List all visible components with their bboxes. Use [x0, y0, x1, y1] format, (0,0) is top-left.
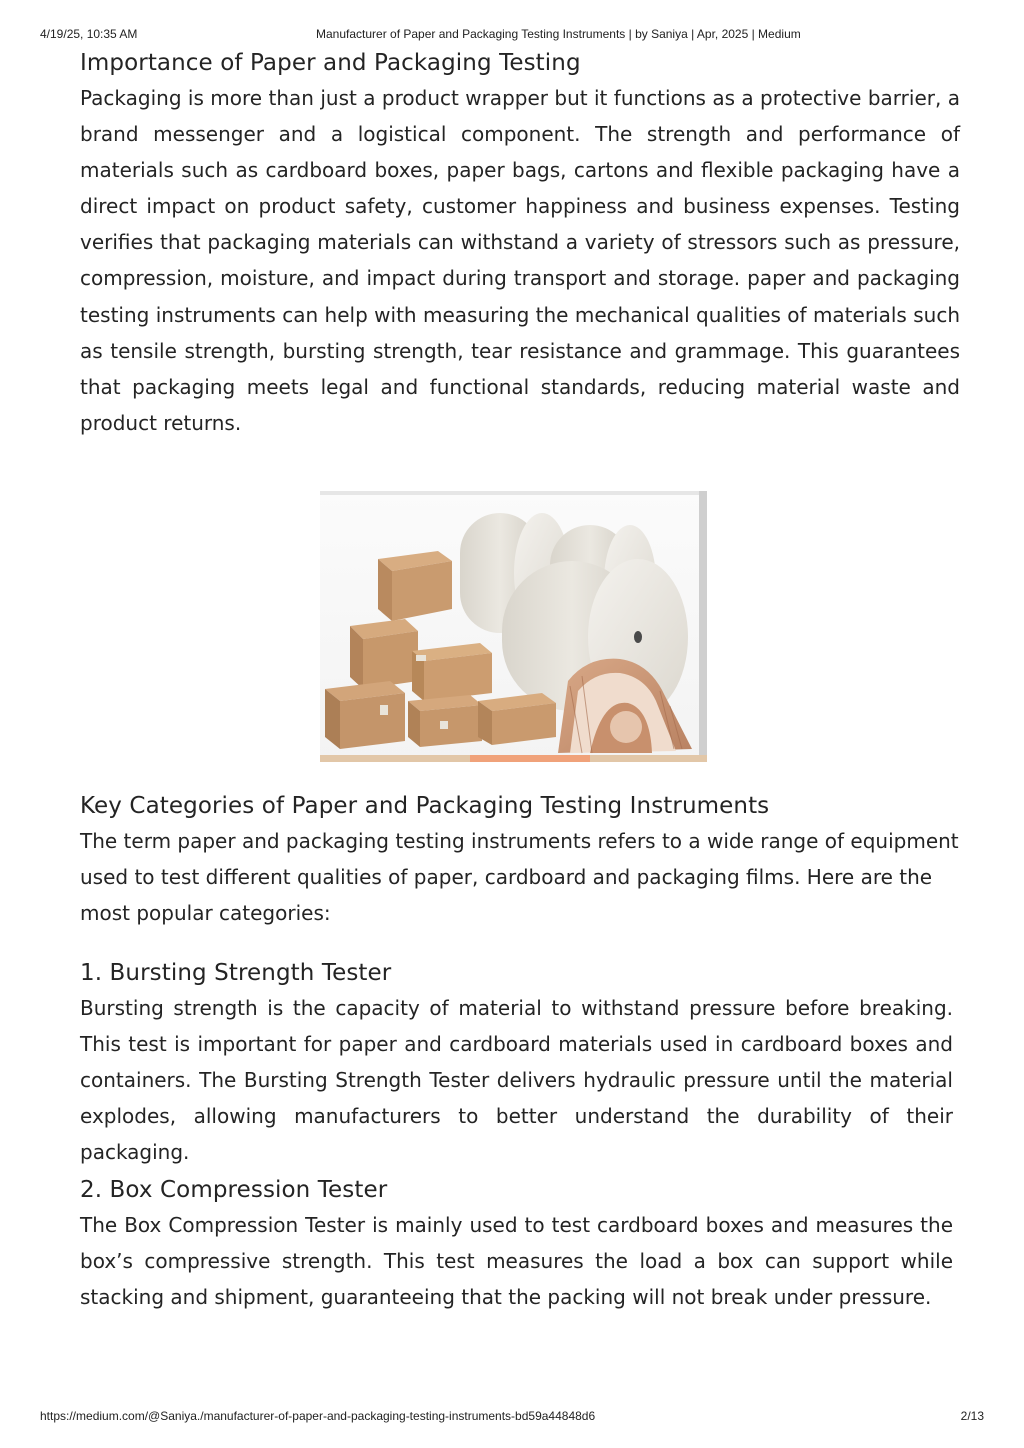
section-body: The Box Compression Tester is mainly used to test cardboard boxes and measures the box’s compressive strength. This test measures the load a box can support while stacking and shipment, guaranteeing that the packing will not break under pressure. [80, 1213, 953, 1310]
section-heading: 1. Bursting Strength Tester [80, 960, 392, 986]
page-url: https://medium.com/@Saniya./manufacturer-of-paper-and-packaging-testing-instruments-bd59a44848d6 [40, 1409, 596, 1423]
section-bursting-strength-tester [80, 956, 953, 1170]
section-heading: 2. Box Compression Tester [80, 1177, 388, 1203]
section-box-compression-tester [80, 1173, 953, 1315]
print-footer [40, 1409, 984, 1425]
section-heading: Key Categories of Paper and Packaging Testing Instruments [80, 793, 770, 819]
section-body: The term paper and packaging testing instruments refers to a wide range of equipment used to test different qualities of paper, cardboard and packaging films. Here are the most popular categories: [80, 829, 959, 926]
page-number: 2/13 [960, 1409, 984, 1423]
print-datetime: 4/19/25, 10:35 AM [40, 27, 138, 41]
section-body: Bursting strength is the capacity of material to withstand pressure before breaking. This test is important for paper and cardboard materials used in cardboard boxes and containers. The Bursting Strength Tester delivers hydraulic pressure until the material explodes, allowing manufacturers to better understand the durability of their packaging. [80, 996, 953, 1165]
section-key-categories [80, 789, 960, 931]
section-importance [80, 46, 960, 441]
print-header [40, 27, 984, 43]
section-body: Packaging is more than just a product wrapper but it functions as a protective barrier, a brand messenger and a logistical component. The strength and performance of materials such as cardboard boxes, paper bags, cartons and flexible packaging have a direct impact on product safety, customer happiness and business expenses. Testing verifies that packaging materials can withstand a variety of stressors such as pressure, compression, moisture, and impact during transport and storage. paper and packaging testing instruments can help with measuring the mechanical qualities of materials such as tensile strength, bursting strength, tear resistance and grammage. This guarantees that packaging meets legal and functional standards, reducing material waste and product returns. [80, 86, 960, 435]
cardboard-boxes-and-paper-rolls-icon [320, 491, 707, 762]
print-document-title: Manufacturer of Paper and Packaging Testing Instruments | by Saniya | Apr, 2025 | Medium [316, 27, 801, 41]
section-heading: Importance of Paper and Packaging Testing [80, 50, 581, 76]
packaging-photo [320, 491, 707, 762]
